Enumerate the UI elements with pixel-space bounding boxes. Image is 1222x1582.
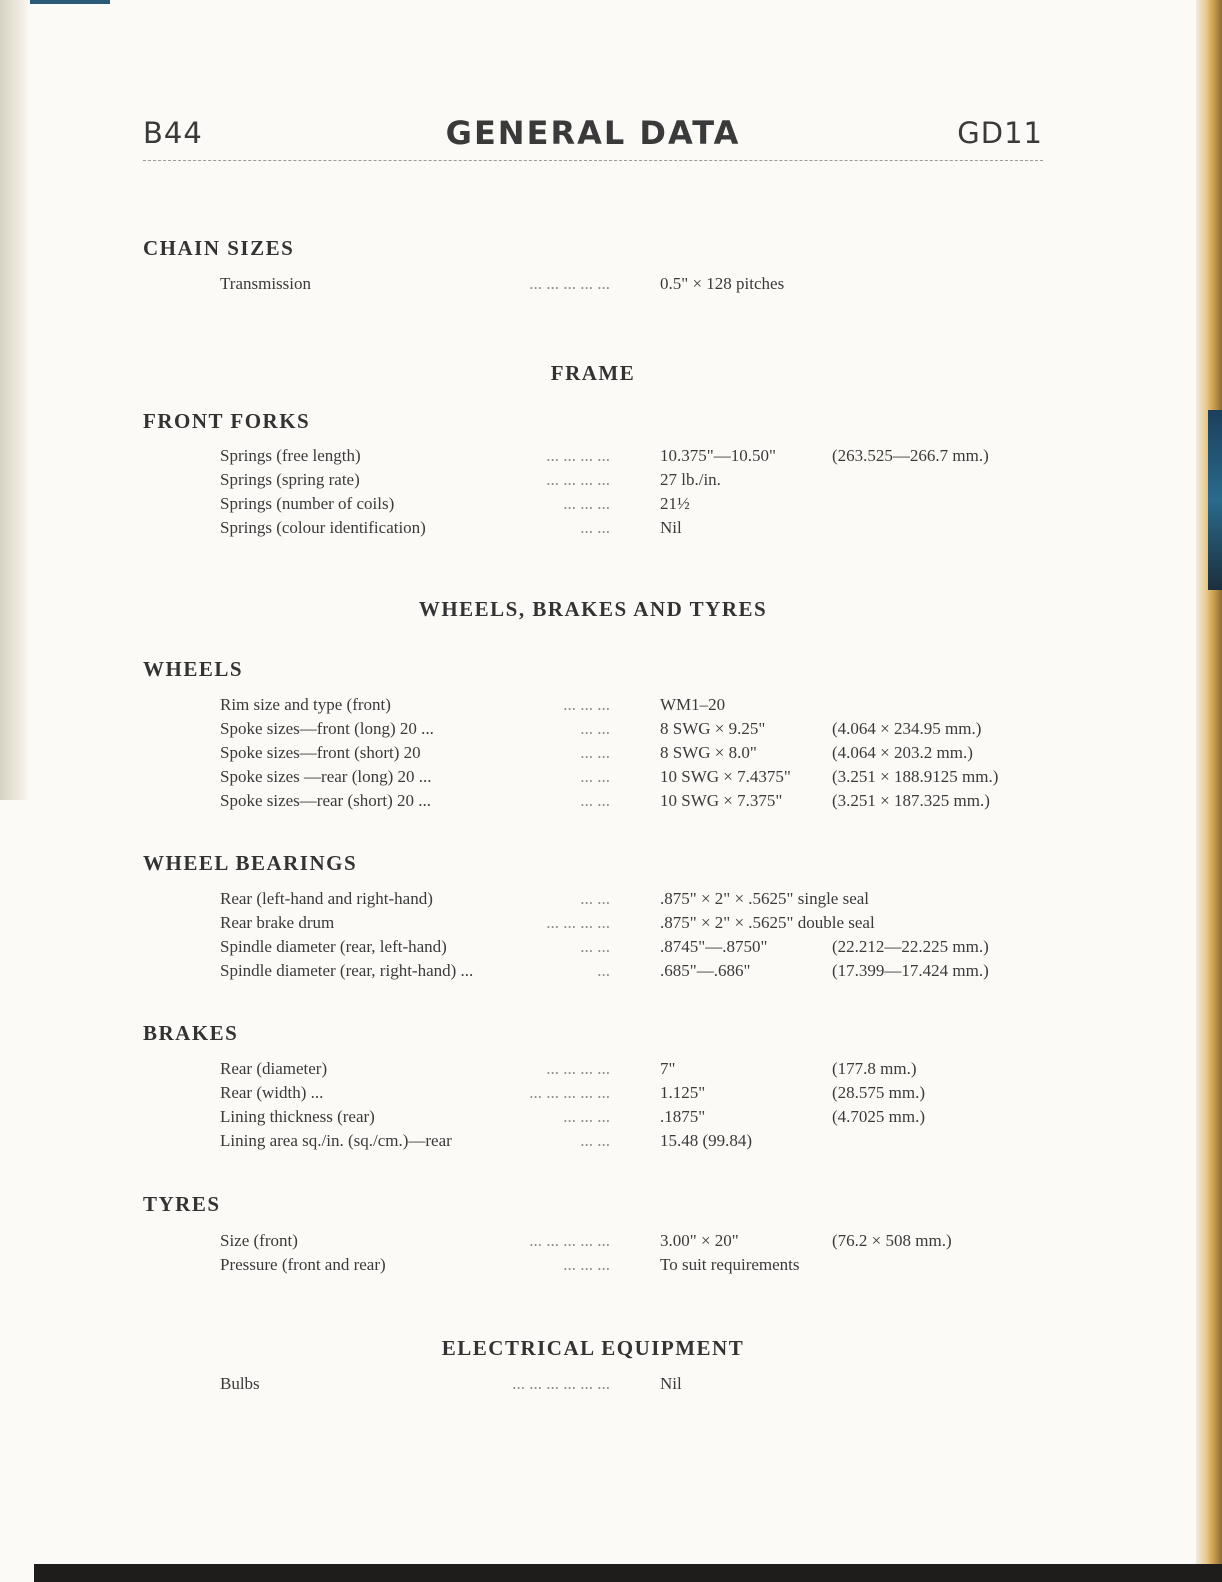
section-heading-tyres: TYRES [143, 1192, 221, 1216]
spec-row [0, 913, 1222, 937]
spec-row [0, 470, 1222, 494]
spec-row [0, 1059, 1222, 1083]
page-header [143, 112, 1043, 162]
binding-shadow [0, 0, 30, 800]
spec-row [0, 446, 1222, 470]
spec-value: 10 SWG × 7.4375" [660, 767, 791, 786]
spec-value-metric: (3.251 × 187.325 mm.) [832, 791, 990, 810]
spec-label: Rim size and type (front) [220, 695, 391, 714]
spec-value: 8 SWG × 9.25" [660, 719, 766, 738]
spec-label: Pressure (front and rear) [220, 1255, 386, 1274]
spec-value-metric: (4.064 × 203.2 mm.) [832, 743, 973, 762]
leader-dots: ... ... ... [563, 494, 610, 513]
page-code: GD11 [957, 116, 1043, 150]
spec-value-metric: (4.064 × 234.95 mm.) [832, 719, 982, 738]
spec-value: 1.125" [660, 1083, 706, 1102]
spec-value: .8745"—.8750" [660, 937, 768, 956]
spec-label: Lining area sq./in. (sq./cm.)—rear [220, 1131, 452, 1150]
section-heading-wheels: WHEELS [143, 657, 244, 681]
leader-dots: ... ... ... [563, 1255, 610, 1274]
leader-dots: ... ... ... [563, 1107, 610, 1126]
leader-dots: ... ... ... ... ... ... [512, 1374, 610, 1393]
section-heading-wheel-bearings: WHEEL BEARINGS [143, 851, 358, 875]
spec-row [0, 1131, 1222, 1155]
spec-label: Spindle diameter (rear, right-hand) ... [220, 961, 474, 980]
spec-row [0, 494, 1222, 518]
section-heading-front-forks: FRONT FORKS [143, 409, 311, 433]
spec-row [0, 791, 1222, 815]
spec-label: Transmission [220, 274, 312, 293]
spec-row [0, 767, 1222, 791]
spec-value-metric: (177.8 mm.) [832, 1059, 917, 1078]
spec-row [0, 695, 1222, 719]
spec-label: Lining thickness (rear) [220, 1107, 375, 1126]
leader-dots: ... ... [580, 719, 610, 738]
spec-value-metric: (76.2 × 508 mm.) [832, 1231, 952, 1250]
leader-dots: ... ... ... ... [546, 470, 610, 489]
spec-value: .875" × 2" × .5625" double seal [660, 913, 875, 932]
spec-row [0, 1231, 1222, 1255]
header-rule [143, 160, 1043, 161]
spec-value: Nil [660, 1374, 682, 1393]
spec-value: 10 SWG × 7.375" [660, 791, 783, 810]
spec-value: WM1–20 [660, 695, 726, 714]
leader-dots: ... ... [580, 743, 610, 762]
leader-dots: ... ... ... ... [546, 1059, 610, 1078]
leader-dots: ... ... ... [563, 695, 610, 714]
spec-value: 15.48 (99.84) [660, 1131, 753, 1150]
spec-row [0, 937, 1222, 961]
spec-row [0, 274, 1222, 298]
spec-label: Springs (spring rate) [220, 470, 360, 489]
spec-label: Rear (diameter) [220, 1059, 328, 1078]
spec-label: Springs (colour identification) [220, 518, 426, 537]
spec-value: Nil [660, 518, 682, 537]
leader-dots: ... ... ... ... ... [529, 1231, 610, 1250]
leader-dots: ... ... ... ... [546, 913, 610, 932]
leader-dots: ... [597, 961, 610, 980]
spec-value-metric: (17.399—17.424 mm.) [832, 961, 989, 980]
spec-value: 10.375"—10.50" [660, 446, 776, 465]
spec-value-metric: (263.525—266.7 mm.) [832, 446, 989, 465]
leader-dots: ... ... [580, 767, 610, 786]
page-title: GENERAL DATA [445, 114, 741, 152]
spec-value-metric: (22.212—22.225 mm.) [832, 937, 989, 956]
spec-value: To suit requirements [660, 1255, 800, 1274]
spec-value: .1875" [660, 1107, 706, 1126]
spec-row [0, 961, 1222, 985]
model-code: B44 [143, 116, 203, 150]
leader-dots: ... ... [580, 937, 610, 956]
spec-row [0, 1374, 1222, 1398]
leader-dots: ... ... ... ... ... [529, 274, 610, 293]
spec-value: 0.5" × 128 pitches [660, 274, 785, 293]
spec-label: Springs (number of coils) [220, 494, 395, 513]
spec-label: Springs (free length) [220, 446, 361, 465]
spec-value: 8 SWG × 8.0" [660, 743, 757, 762]
spec-value-metric: (4.7025 mm.) [832, 1107, 926, 1126]
spec-row [0, 889, 1222, 913]
spec-value-metric: (3.251 × 188.9125 mm.) [832, 767, 999, 786]
spec-value: .875" × 2" × .5625" single seal [660, 889, 870, 908]
leader-dots: ... ... [580, 889, 610, 908]
spec-value: 21½ [660, 494, 690, 513]
section-heading-wheels-brakes-tyres: WHEELS, BRAKES AND TYRES [418, 597, 768, 621]
leader-dots: ... ... ... ... ... [529, 1083, 610, 1102]
spec-label: Spoke sizes—front (long) 20 ... [220, 719, 434, 738]
section-heading-chain-sizes: CHAIN SIZES [143, 236, 295, 260]
spec-value: .685"—.686" [660, 961, 751, 980]
spec-value-metric: (28.575 mm.) [832, 1083, 926, 1102]
spec-label: Size (front) [220, 1231, 298, 1250]
spec-label: Spoke sizes—rear (short) 20 ... [220, 791, 432, 810]
page-bottom-edge [34, 1564, 1222, 1582]
section-heading-frame: FRAME [550, 361, 636, 385]
spec-row [0, 518, 1222, 542]
spec-label: Rear brake drum [220, 913, 335, 932]
leader-dots: ... ... ... ... [546, 446, 610, 465]
spec-value: 3.00" × 20" [660, 1231, 739, 1250]
spec-value: 27 lb./in. [660, 470, 721, 489]
leader-dots: ... ... [580, 791, 610, 810]
spec-label: Spindle diameter (rear, left-hand) [220, 937, 447, 956]
spec-row [0, 1107, 1222, 1131]
section-heading-brakes: BRAKES [143, 1021, 239, 1045]
section-heading-electrical-equipment: ELECTRICAL EQUIPMENT [441, 1336, 745, 1360]
spec-row [0, 719, 1222, 743]
spec-row [0, 1255, 1222, 1279]
spec-label: Spoke sizes—front (short) 20 [220, 743, 421, 762]
leader-dots: ... ... [580, 518, 610, 537]
leader-dots: ... ... [580, 1131, 610, 1150]
spec-row [0, 743, 1222, 767]
spec-label: Rear (left-hand and right-hand) [220, 889, 433, 908]
spec-label: Spoke sizes —rear (long) 20 ... [220, 767, 432, 786]
spec-row [0, 1083, 1222, 1107]
spec-value: 7" [660, 1059, 676, 1078]
spec-label: Rear (width) ... [220, 1083, 324, 1102]
spec-label: Bulbs [220, 1374, 260, 1393]
